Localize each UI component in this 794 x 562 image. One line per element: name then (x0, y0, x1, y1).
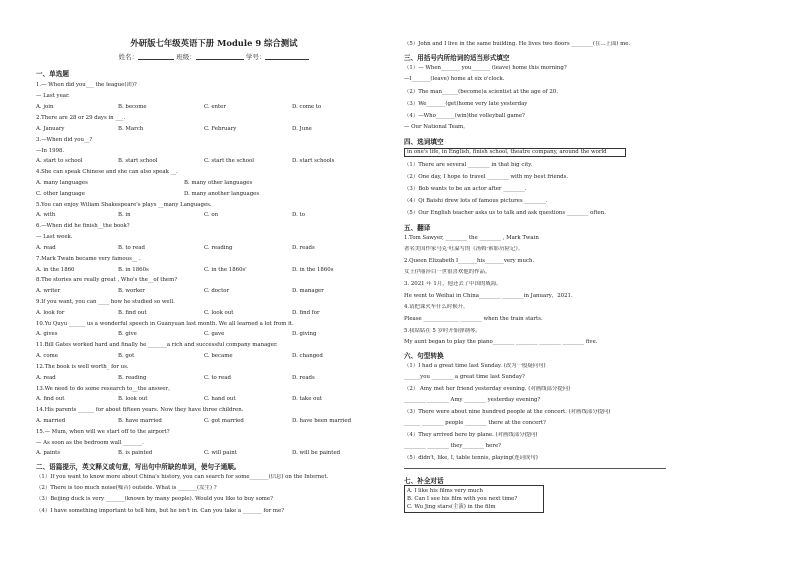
student-info-row (36, 52, 392, 61)
question-line: 11.Bill Gates worked hard and finally he _______a rich and successful company manager. (36, 342, 278, 348)
question-line: （4）I have something important to tell him, but he isn't in. Can you take a _______ for me? (36, 508, 285, 514)
question-line: 5.You can enjoy Wiliam Shakespeare's plays __many Languages. (36, 202, 212, 208)
answer-option[interactable]: D. June (292, 126, 312, 132)
answer-option[interactable]: A. join (36, 104, 54, 110)
question-line: 3. 2021 年 1月，他还去了中国的威海。 (404, 281, 502, 287)
answer-option[interactable]: A. come (36, 353, 58, 359)
dialogue-option: B. Can I see his film with you next time? (407, 496, 518, 502)
question-line: 女王伊丽莎白一世很喜欢他的作品。 (404, 269, 491, 275)
answer-option[interactable]: B. worker (118, 288, 145, 294)
question-line: （4）They arrived here by plane. (对画线部分提问) (404, 432, 538, 438)
question-line: （3）We_______(get)home very late yesterday (404, 101, 528, 107)
question-line: （4）—Who_______(win)the volleyball game? (404, 113, 525, 119)
answer-option[interactable]: A. paints (36, 450, 61, 456)
name-label: 姓名： (118, 53, 139, 61)
question-line: ________ ________ Amy ________ yesterday evening? (404, 397, 541, 403)
answer-option[interactable]: C. reading (204, 245, 233, 251)
answer-option[interactable]: B. is painted (118, 450, 153, 456)
question-line: （5）Our English teacher asks us to talk and ask questions ________ often. (404, 210, 606, 216)
class-field[interactable] (196, 52, 244, 60)
answer-option[interactable]: D. find for (292, 310, 320, 316)
answer-option[interactable]: B. find out (118, 310, 147, 316)
question-line: — As soon as the bedroom wall _______. (36, 440, 144, 446)
question-line: （2）One day, I hope to travel ________ with my best friends. (404, 174, 569, 180)
name-field[interactable] (138, 52, 174, 60)
question-line: （3）Bob wants to be an actor after ________. (404, 186, 527, 192)
dialogue-option: A. I like his films very much (407, 488, 484, 494)
answer-option[interactable]: A. read (36, 375, 56, 381)
question-line: 8.The stories are really great , Who's the__of them? (36, 277, 178, 283)
question-line: — Last year. (36, 93, 70, 99)
answer-option[interactable]: B. look out (118, 396, 148, 402)
answer-option[interactable]: B. many other languages (184, 180, 253, 186)
page-title: 外研版七年级英语下册 Module 9 综合测试 (130, 38, 298, 48)
question-line: 6.—When did he finish__the book? (36, 223, 130, 229)
question-line: 9.If you want, you can ____ how he studied so well. (36, 299, 175, 305)
question-line: —I_______(leave) home at six o'clock. (404, 76, 505, 82)
question-line: He went to Weihai in China________ ________in January，2021. (404, 293, 573, 299)
answer-option[interactable]: C. start the school (204, 158, 254, 164)
question-line: 3.—When did you__? (36, 137, 93, 143)
question-line: ______you ________ a great time last Sunday? (404, 374, 525, 380)
question-line: 10.Yu Quyu ______ us a wonderful speech in Guanyuan last month. We all learned a lot from it. (36, 321, 294, 327)
answer-option[interactable]: C. hand out (204, 396, 236, 402)
question-line: 13.We need to do some research to__the answer。 (36, 386, 174, 392)
section-heading: 五、翻译 (404, 224, 431, 232)
answer-option[interactable]: D. changed (292, 353, 323, 359)
answer-option[interactable]: A. read (36, 245, 56, 251)
answer-option[interactable]: D. many another languages (184, 191, 260, 197)
question-line: —In 1998. (36, 148, 65, 154)
class-label: 班级： (176, 53, 196, 61)
answer-option[interactable]: A. find out (36, 396, 65, 402)
answer-option[interactable]: B. start school (118, 158, 158, 164)
answer-option[interactable]: D. have been married (292, 418, 352, 424)
answer-option[interactable]: D. will be painted (292, 450, 341, 456)
answer-option[interactable]: D. reads (292, 245, 315, 251)
answer-option[interactable]: A. start to school (36, 158, 83, 164)
answer-option[interactable]: A. with (36, 212, 56, 218)
answer-option[interactable]: A. writer (36, 288, 61, 294)
question-line: （5）John and I live in the same building. He lives two floors ________(在...上面) me. (404, 41, 631, 47)
question-line: 2.There are 28 or 29 days in ___. (36, 115, 126, 121)
answer-option[interactable]: B. reading (118, 375, 147, 381)
section-heading: 六、句型转换 (404, 352, 444, 360)
question-line: 1.— When did you___ the league(团)? (36, 82, 137, 88)
question-line: ______ ________ people ________ there at the concert? (404, 420, 546, 426)
question-line: 14.His parents ______ for about fifteen years. Now they have three children. (36, 407, 244, 413)
answer-option[interactable]: B. in (118, 212, 131, 218)
answer-option[interactable]: C. became (204, 353, 233, 359)
question-line: （1）There are several ________ in that big city. (404, 162, 533, 168)
question-line: （1）If you want to know more about China's history, you can search for some_______(信息) on the Internet. (36, 474, 329, 480)
word-bank-box: in one's life, in English, finish school, theatre company, around the world (404, 148, 626, 157)
answer-option[interactable]: B. have married (118, 418, 162, 424)
answer-option[interactable]: B. become (118, 104, 147, 110)
answer-option[interactable]: D. start schools (292, 158, 335, 164)
question-line: 1.Tom Sawyer, ________ the ________ , Mark Twain (404, 235, 539, 241)
question-line: （3）There were about nine hundred people at the concert. (对画线部分提问) (404, 409, 611, 415)
answer-option[interactable]: C. other language (36, 191, 85, 197)
question-line: （5）didn't, like, I, table tennis, playing(连词成句) (404, 455, 538, 461)
answer-option[interactable]: C. gave (204, 331, 225, 337)
question-line: 5.我姑姑在 5 岁时开始弹钢琴。 (404, 328, 481, 334)
answer-option[interactable]: A. look for (36, 310, 65, 316)
question-line: （3）Beijing duck is very _______(known by many people). Would you like to buy some? (36, 496, 274, 502)
section-heading: 四、选词填空 (404, 138, 444, 146)
answer-option[interactable]: C. in the 1860s' (204, 267, 247, 273)
question-line: （2）There is too much noise(噪音) outside. What is _______(发生) ? (36, 485, 217, 491)
answer-option[interactable]: C. February (204, 126, 237, 132)
id-field[interactable] (265, 52, 309, 60)
answer-option[interactable]: D. reads (292, 375, 315, 381)
answer-option[interactable]: C. got married (204, 418, 244, 424)
question-line: 7.Mark Twain became very famous__ . (36, 256, 141, 262)
answer-option[interactable]: C. look out (204, 310, 234, 316)
answer-option[interactable]: A. January (36, 126, 65, 132)
question-line: （1）I had a great time last Sunday. (改为一般疑问句) (404, 363, 546, 369)
question-line: （2） Amy met her friend yesterday evening. (对画线部分提问) (404, 386, 571, 392)
section-heading: 三、用括号内所给词的适当形式填空 (404, 54, 510, 62)
question-line: ________ ________ they________ here? (404, 443, 502, 449)
id-label: 学号： (245, 53, 266, 61)
answer-option[interactable]: D. take out (292, 396, 322, 402)
section-heading: 七、补全对话 (404, 477, 444, 485)
question-line: 15.— Mum, when will we start off to the airport? (36, 429, 170, 435)
section-heading: 一、单选题 (36, 70, 69, 78)
question-line: My aunt began to play the piano________ ________ ________ ________ five. (404, 339, 598, 345)
question-line: — Our National Team。 (404, 124, 469, 130)
answer-option[interactable]: B. March (118, 126, 144, 132)
answer-option[interactable]: B. got (118, 353, 135, 359)
section-heading: 二、语篇提示，英文释义或句意，写出句中所缺的单词，使句子通顺。 (36, 463, 241, 471)
answer-option[interactable]: A. many languages (36, 180, 88, 186)
dialogue-options-box (404, 485, 544, 513)
question-line: （2）The man______(become)a scientist at the age of 20. (404, 89, 558, 95)
answer-option[interactable]: D. giving (292, 331, 317, 337)
answer-option[interactable]: A. gives (36, 331, 58, 337)
question-line: （1）— When_______ you_______ (leave) home this morning? (404, 65, 567, 71)
answer-option[interactable]: C. on (204, 212, 219, 218)
answer-option[interactable]: C. to read (204, 375, 231, 381)
answer-option[interactable]: D. come to (292, 104, 322, 110)
question-line: 4.请把课火车什么时候开。 (404, 304, 469, 310)
question-line: 12.The book is well worth_ for us. (36, 364, 129, 370)
answer-option[interactable]: A. in the 1860 (36, 267, 75, 273)
question-line: （4）Qi Baishi drew lots of famous pictures ________. (404, 198, 548, 204)
dialogue-option: C. Wu Jing stars(主演) in the film (407, 504, 496, 510)
answer-option[interactable]: D. manager (292, 288, 324, 294)
answer-option[interactable]: C. doctor (204, 288, 230, 294)
answer-option[interactable]: C. enter (204, 104, 226, 110)
answer-option[interactable]: B. in 1860s (118, 267, 149, 273)
answer-option[interactable]: C. will paint (204, 450, 237, 456)
divider (404, 468, 666, 469)
question-line: 著名美国作家马克·吐温写的《汤姆·索耶历险记》。 (404, 246, 524, 252)
answer-option[interactable]: B. to read (118, 245, 145, 251)
question-line: — Last week. (36, 234, 73, 240)
question-line: 4.She can speak Chinese and she can also speak __. (36, 169, 178, 175)
answer-option[interactable]: D. in the 1860s (292, 267, 334, 273)
question-line: Please _____________ ________ when the train starts. (404, 316, 543, 322)
answer-option[interactable]: D. to (292, 212, 305, 218)
answer-option[interactable]: B. give (118, 331, 137, 337)
question-line: 2.Queen Elizabeth I_______his_______very much. (404, 258, 535, 264)
answer-option[interactable]: A. married (36, 418, 66, 424)
